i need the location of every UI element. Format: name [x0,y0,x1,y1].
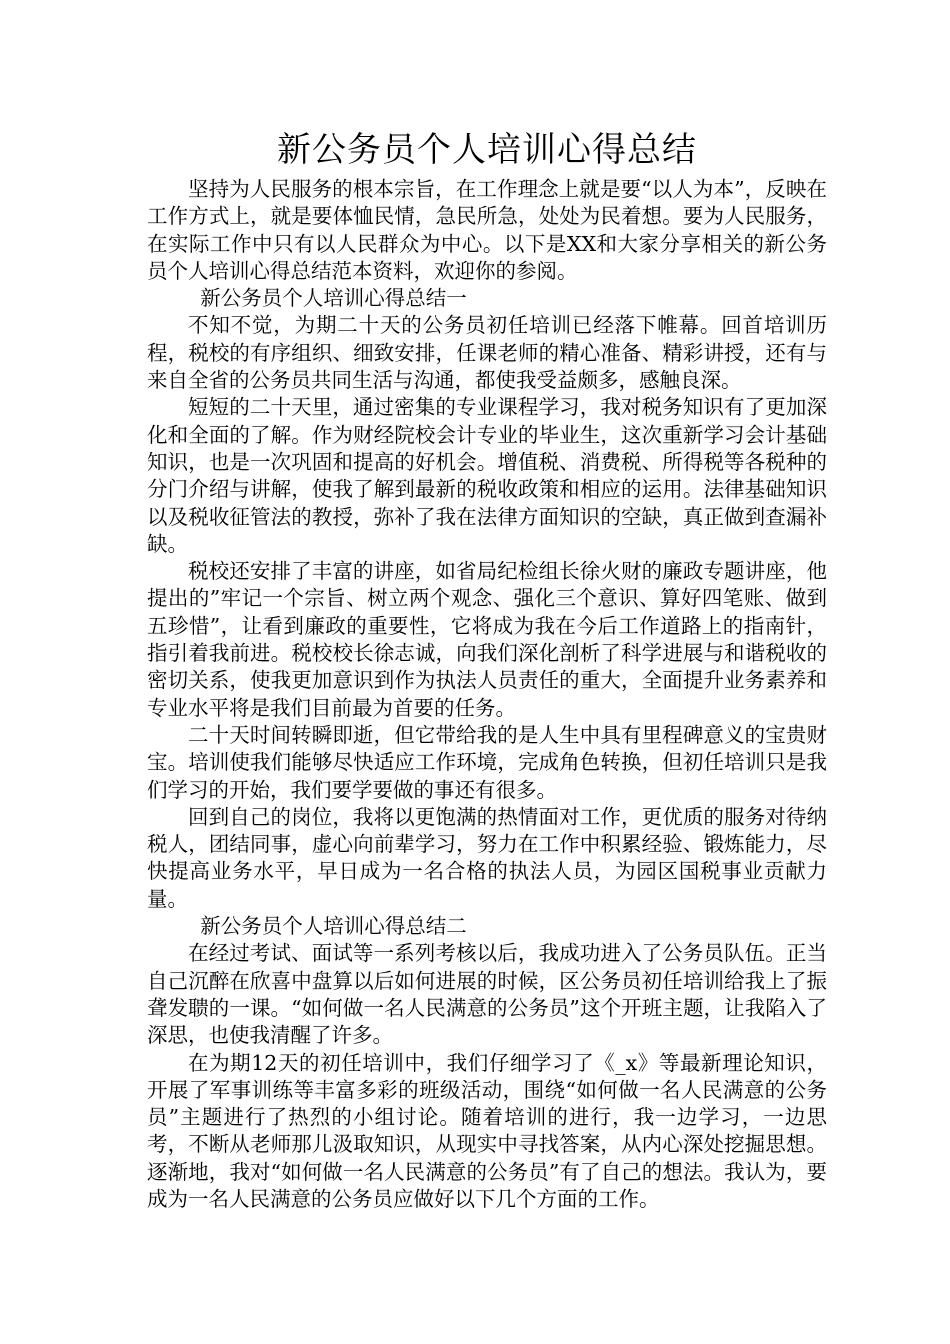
intro-paragraph: 坚持为人民服务的根本宗旨，在工作理念上就是要“以人为本”，反映在工作方式上，就是要体恤民情，急民所急，处处为民着想。要为人民服务，在实际工作中只有以人民群众为中心。以下是XX和大家分享相关的新公务员个人培训心得总结范本资料，欢迎你的参阅。 [147,177,827,283]
section-heading-one: 新公务员个人培训心得总结一 [200,286,467,311]
paragraph: 不知不觉，为期二十天的公务员初任培训已经落下帷幕。回首培训历程，税校的有序组织、细致安排，任课老师的精心准备、精彩讲授，还有与来自全省的公务员共同生活与沟通，都使我受益颇多，感触良深。 [147,313,827,393]
paragraph: 税校还安排了丰富的讲座，如省局纪检组长徐火财的廉政专题讲座，他提出的”牢记一个宗旨、树立两个观念、强化三个意识、算好四笔账、做到五珍惜”，让看到廉政的重要性，它将成为我在今后工作道路上的指南针，指引着我前进。税校校长徐志诚，向我们深化剖析了科学进展与和谐税收的密切关系，使我更加意识到作为执法人员责任的重大，全面提升业务素养和专业水平将是我们目前最为首要的任务。 [147,559,827,720]
paragraph: 在经过考试、面试等一系列考核以后，我成功进入了公务员队伍。正当自己沉醉在欣喜中盘算以后如何进展的时候，区公务员初任培训给我上了振聋发聩的一课。“如何做一名人民满意的公务员”这个开班主题，让我陷入了深思，也使我清醒了许多。 [147,941,827,1048]
document-page [147,128,827,1213]
paragraph: 回到自己的岗位，我将以更饱满的热情面对工作，更优质的服务对待纳税人，团结同事，虚心向前辈学习，努力在工作中积累经验、锻炼能力，尽快提高业务水平，早日成为一名合格的执法人员，为园区国税事业贡献力量。 [147,804,827,911]
document-title: 新公务员个人培训心得总结 [277,130,697,170]
section-heading-two: 新公务员个人培训心得总结二 [200,914,467,939]
paragraph: 在为期12天的初任培训中，我们仔细学习了《_x》等最新理论知识，开展了军事训练等丰富多彩的班级活动，围绕“如何做一名人民满意的公务员”主题进行了热烈的小组讨论。随着培训的进行，我一边学习，一边思考，不断从老师那儿汲取知识，从现实中寻找答案，从内心深处挖掘思想。逐渐地，我对“如何做一名人民满意的公务员”有了自己的想法。我认为，要成为一名人民满意的公务员应做好以下几个方面的工作。 [147,1050,827,1211]
paragraph: 短短的二十天里，通过密集的专业课程学习，我对税务知识有了更加深化和全面的了解。作为财经院校会计专业的毕业生，这次重新学习会计基础知识，也是一次巩固和提高的好机会。增值税、消费税、所得税等各税种的分门介绍与讲解，使我了解到最新的税收政策和相应的运用。法律基础知识以及税收征管法的教授，弥补了我在法律方面知识的空缺，真正做到查漏补缺。 [147,395,827,556]
paragraph: 二十天时间转瞬即逝，但它带给我的是人生中具有里程碑意义的宝贵财宝。培训使我们能够尽快适应工作环境，完成角色转换，但初任培训只是我们学习的开始，我们要学要做的事还有很多。 [147,722,827,802]
